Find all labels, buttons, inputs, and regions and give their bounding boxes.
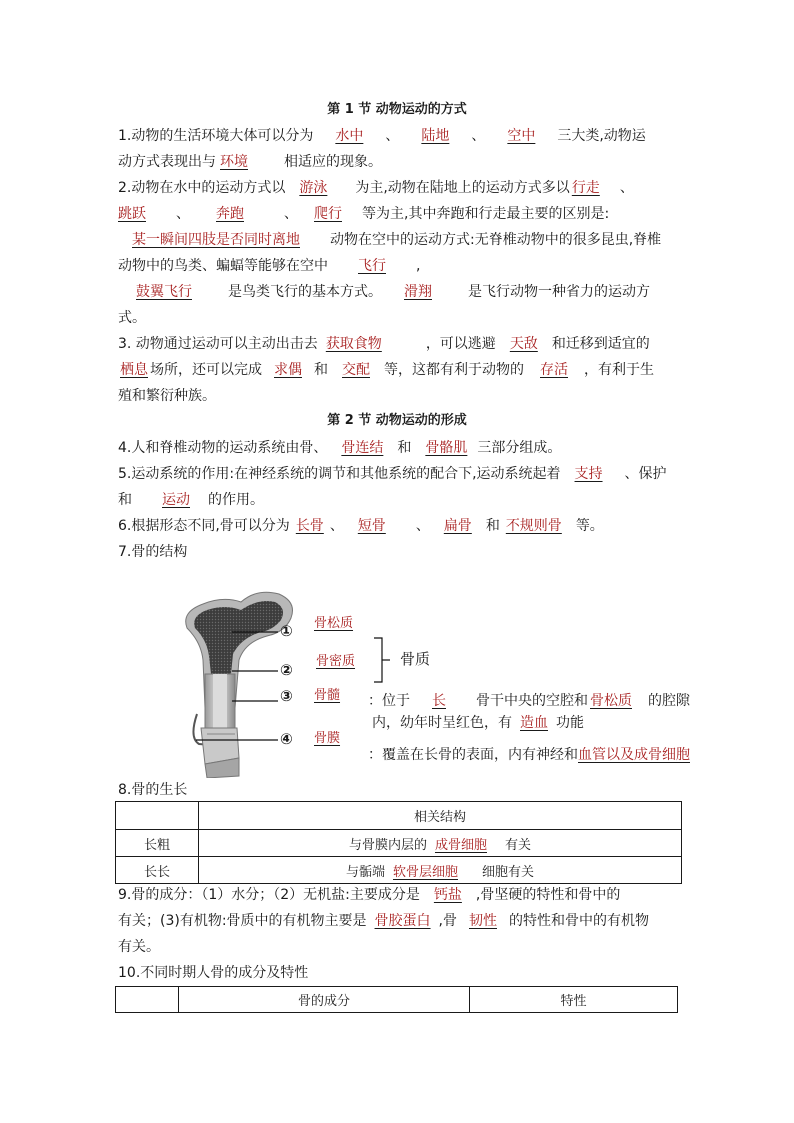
table-header-property: 特性 [470,987,678,1013]
q2-line4: 动物中的鸟类、蝙蝠等能够在空中 飞行 , [118,258,421,274]
label-periosteum: 骨膜 [314,731,341,746]
q9-line3: 有关。 [118,939,160,955]
q6-line: 6.根据形态不同,骨可以分为 长骨 、 短骨 、 扁骨 和 不规则骨 等。 [118,518,604,534]
answer-courtship: 求偶 [274,362,302,378]
marker-4: ④ [280,730,293,748]
answer-support: 支持 [574,466,603,482]
answer-walk: 行走 [571,180,600,196]
answer-flap-fly: 鼓翼飞行 [136,284,192,300]
answer-calcium-salt: 钙盐 [433,887,462,903]
answer-glide: 滑翔 [404,284,432,300]
answer-air: 空中 [507,128,536,144]
answer-swim: 游泳 [299,180,328,196]
table-row: 长长 与骺端 软骨层细胞 细胞有关 [116,857,682,884]
table-header-composition: 骨的成分 [179,987,470,1013]
answer-irregular-bone: 不规则骨 [505,518,562,534]
q9-line1: 9.骨的成分：（1）水分；（2）无机盐:主要成分是 钙盐 ,骨坚硬的特性和骨中的 [118,887,621,903]
marrow-description-2: 内，幼年时呈红色，有 造血 功能 [372,715,584,731]
marker-3: ③ [280,687,293,705]
q4-line: 4.人和脊椎动物的运动系统由骨、 骨连结 和 骨骼肌 三部分组成。 [118,440,562,456]
answer-short-bone: 短骨 [357,518,386,534]
answer-survive: 存活 [540,362,568,378]
answer-land: 陆地 [421,128,450,144]
answer-water: 水中 [335,128,364,144]
table-corner [116,802,199,830]
q10-title: 10.不同时期人骨的成分及特性 [118,965,309,981]
label-compact-bone: 骨密质 [316,654,356,669]
answer-mating: 交配 [342,362,370,378]
answer-joint: 骨连结 [341,440,384,456]
answer-long-bone: 长骨 [295,518,324,534]
q1-line2: 动方式表现出与 环境 相适应的现象。 [118,154,382,170]
q1-line1: 1.动物的生活环境大体可以分为 水中 、 陆地 、 空中 三大类,动物运 [118,128,646,144]
q2-line2: 跳跃 、 奔跑 、 爬行 等为主,其中奔跑和行走最主要的区别是: [118,206,610,222]
q3-line2: 栖息 场所，还可以完成 求偶 和 交配 等，这都有利于动物的 存活 ，有利于生 [120,362,654,378]
q2-line5: 鼓翼飞行 是鸟类飞行的基本方式。 滑翔 是飞行动物一种省力的运动方 [118,282,650,302]
q3-line1: 3. 动物通过运动可以主动出击去 获取食物 ，可以逃避 天敌 和迁移到适宜的 [118,336,650,352]
q2-line3: 某一瞬间四肢是否同时离地 动物在空中的运动方式:无脊椎动物中的很多昆虫,脊椎 [118,230,661,250]
q2-line1: 2.动物在水中的运动方式以 游泳 为主,动物在陆地上的运动方式多以 行走 、 [118,180,634,196]
periosteum-description: ：覆盖在长骨的表面，内有神经和血管以及成骨细胞 [368,747,690,763]
q2-line6: 式。 [118,310,146,326]
answer-habitat: 栖息 [120,362,148,378]
label-marrow: 骨髓 [314,688,341,703]
answer-food: 获取食物 [325,336,382,352]
answer-toughness: 韧性 [469,913,497,929]
q8-title: 8.骨的生长 [118,782,188,798]
answer-fly: 飞行 [358,258,386,274]
q7-title: 7.骨的结构 [118,544,188,560]
answer-muscle: 骨骼肌 [425,440,468,456]
bone-growth-table [115,801,682,884]
answer-run: 奔跑 [216,206,244,222]
answer-environment: 环境 [220,154,248,170]
section1-title: 第 1 节 动物运动的方式 [327,102,467,117]
long-bone-figure [175,588,315,778]
section2-title: 第 2 节 动物运动的形成 [327,413,467,428]
q5-line2: 和 运动 的作用。 [118,492,264,508]
marker-1: ① [280,622,293,640]
bone-composition-table [115,986,678,1013]
answer-flat-bone: 扁骨 [443,518,472,534]
answer-movement: 运动 [162,492,190,508]
marker-2: ② [280,661,293,679]
q5-line1: 5.运动系统的作用:在神经系统的调节和其他系统的配合下,运动系统起着 支持 、保护 [118,466,667,482]
q3-line3: 殖和繁衍种族。 [118,388,216,404]
bone-substance-label: 骨质 [400,650,431,668]
answer-ossein: 骨胶蛋白 [374,913,431,929]
q9-line2: 有关；(3)有机物:骨质中的有机物主要是 骨胶蛋白 ,骨 韧性 的特性和骨中的有机物 [118,913,649,929]
table-row: 长粗 与骨膜内层的 成骨细胞 有关 [116,830,682,857]
answer-enemy: 天敌 [509,336,538,352]
answer-jump: 跳跃 [118,206,146,222]
answer-crawl: 爬行 [314,206,342,222]
table-corner [116,987,179,1013]
marrow-description-1: ：位于 长 骨干中央的空腔和 骨松质 的腔隙 [368,693,690,709]
answer-run-vs-walk: 某一瞬间四肢是否同时离地 [132,232,300,248]
table-header: 相关结构 [199,802,682,830]
label-spongy-bone: 骨松质 [314,616,354,631]
